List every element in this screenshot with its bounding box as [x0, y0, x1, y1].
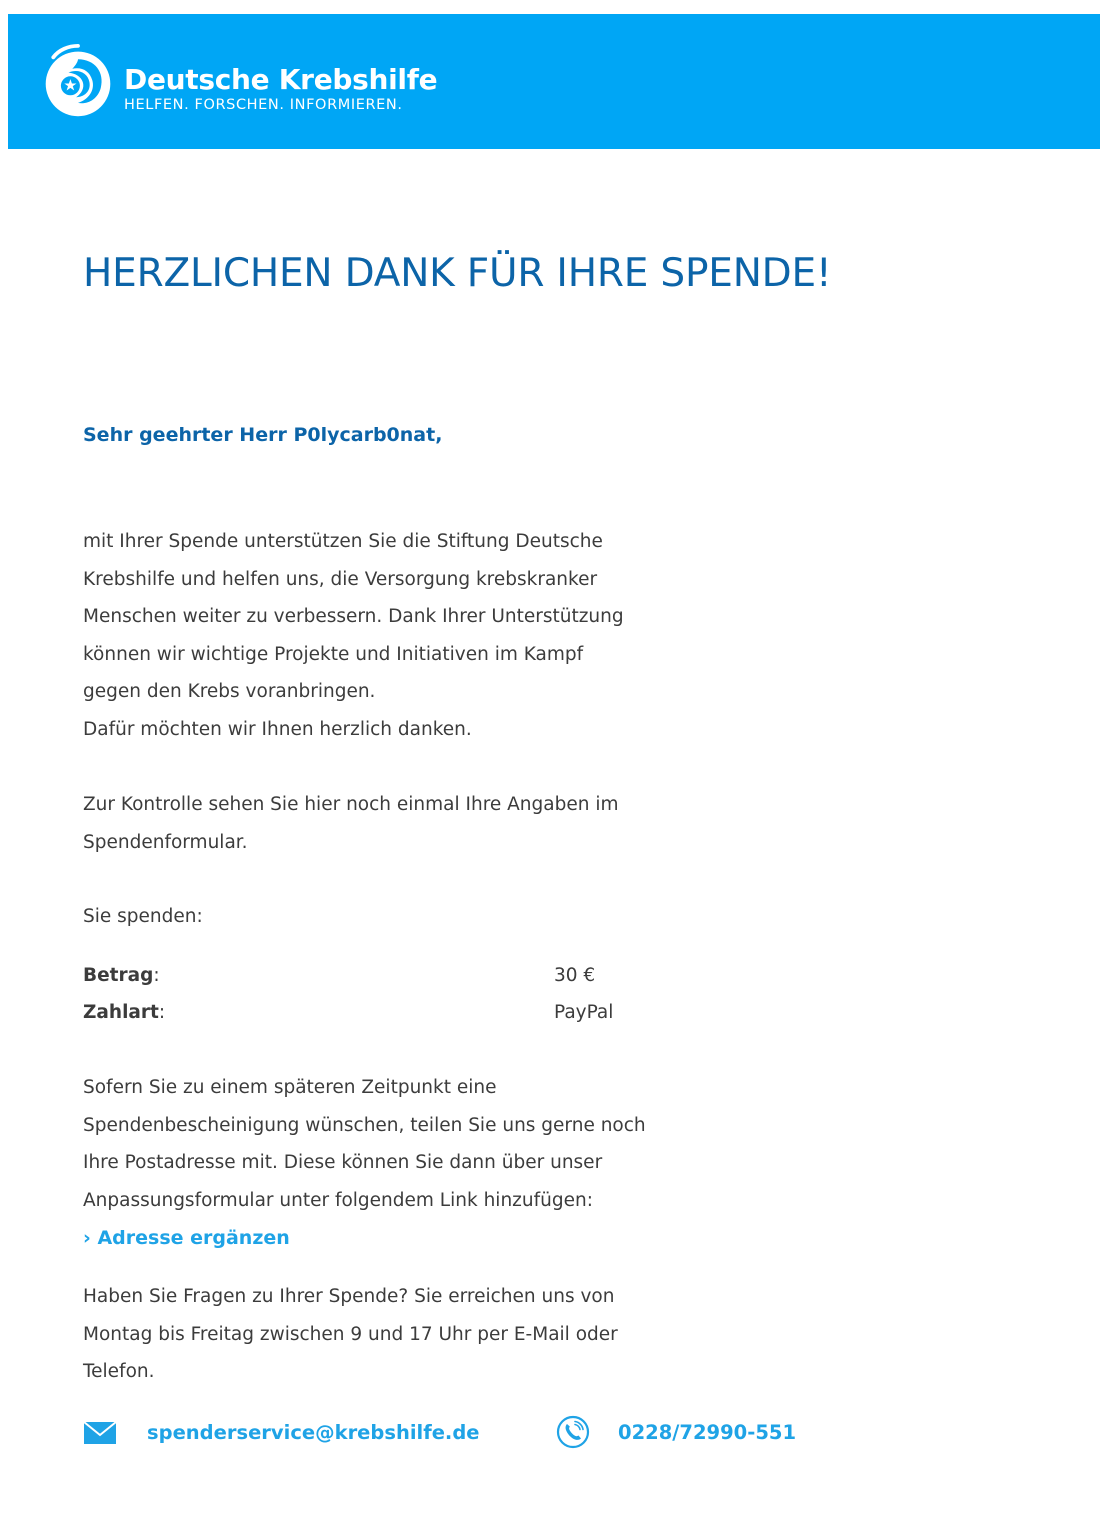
logo-wordmark — [124, 64, 437, 114]
certificate-line: Anpassungsformular unter folgendem Link hinzufügen: — [83, 1189, 593, 1211]
control-paragraph — [83, 786, 723, 861]
phone-icon — [556, 1415, 590, 1449]
phone-link[interactable]: 0228/72990-551 — [618, 1420, 797, 1444]
amount-value: 30 € — [554, 965, 596, 986]
payment-label — [83, 994, 165, 1031]
envelope-icon — [83, 1419, 117, 1445]
salutation: Sehr geehrter Herr P0lycarb0nat, — [83, 424, 443, 446]
certificate-line: Spendenbescheinigung wünschen, teilen Sie uns gerne noch — [83, 1114, 646, 1136]
intro-line: Dafür möchten wir Ihnen herzlich danken. — [83, 718, 472, 740]
payment-value: PayPal — [554, 1002, 614, 1023]
control-line: Spendenformular. — [83, 831, 248, 853]
amount-label-text: Betrag — [83, 965, 154, 986]
intro-line: Menschen weiter zu verbessern. Dank Ihrer Unterstützung — [83, 606, 624, 627]
logo-name: Deutsche Krebshilfe — [124, 63, 438, 96]
you-donate-text: Sie spenden: — [83, 906, 203, 927]
krebshilfe-logo-icon — [40, 44, 116, 120]
you-donate-label — [83, 898, 723, 936]
add-address-link[interactable]: › Adresse ergänzen — [83, 1227, 290, 1249]
intro-line: können wir wichtige Projekte und Initiativen im Kampf — [83, 643, 584, 665]
control-line: Zur Kontrolle sehen Sie hier noch einmal Ihre Angaben im — [83, 794, 619, 815]
phone-contact — [556, 1414, 796, 1450]
amount-label — [83, 957, 160, 994]
certificate-paragraph — [83, 1069, 723, 1219]
intro-line: mit Ihrer Spende unterstützen Sie die Stiftung Deutsche — [83, 531, 603, 552]
questions-line: Telefon. — [83, 1361, 155, 1382]
amount-label-colon: : — [153, 965, 160, 986]
page-title: HERZLICHEN DANK FÜR IHRE SPENDE! — [83, 251, 832, 296]
questions-line: Montag bis Freitag zwischen 9 und 17 Uhr per E-Mail oder — [83, 1323, 618, 1345]
intro-line: Krebshilfe und helfen uns, die Versorgung krebskranker — [83, 568, 598, 590]
email-link[interactable]: spenderservice@krebshilfe.de — [147, 1420, 480, 1444]
header-banner — [8, 14, 1100, 149]
intro-line: gegen den Krebs voranbringen. — [83, 681, 376, 702]
intro-paragraph — [83, 523, 723, 748]
logo-tagline: HELFEN. FORSCHEN. INFORMIEREN. — [124, 97, 403, 113]
certificate-line: Sofern Sie zu einem späteren Zeitpunkt eine — [83, 1077, 497, 1098]
email-contact — [83, 1414, 480, 1450]
questions-paragraph — [83, 1278, 723, 1391]
certificate-line: Ihre Postadresse mit. Diese können Sie dann über unser — [83, 1152, 603, 1173]
questions-line: Haben Sie Fragen zu Ihrer Spende? Sie erreichen uns von — [83, 1286, 615, 1307]
payment-label-text: Zahlart — [83, 1002, 159, 1023]
payment-label-colon: : — [158, 1002, 166, 1023]
